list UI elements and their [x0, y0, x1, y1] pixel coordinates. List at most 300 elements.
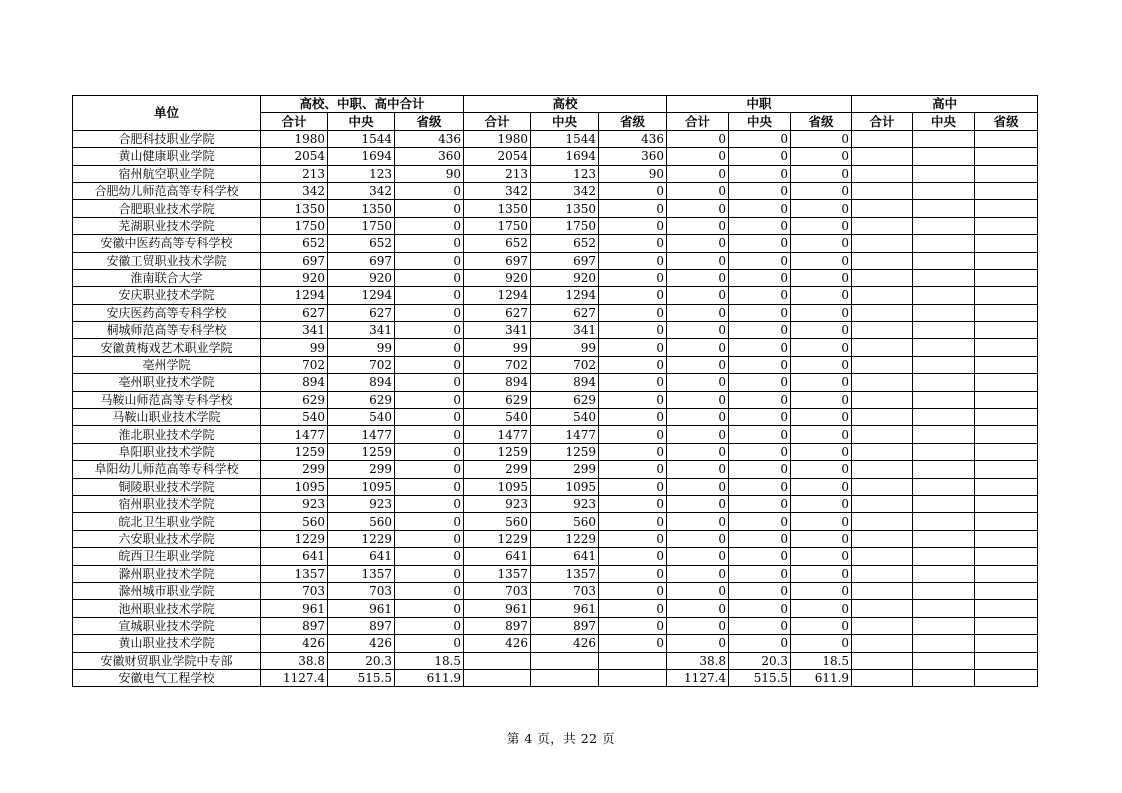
- value-cell: 1544: [531, 130, 599, 147]
- sub-header-provincial: 省级: [975, 113, 1038, 130]
- value-cell: 1357: [328, 565, 395, 582]
- value-cell: [913, 148, 975, 165]
- table-row: [73, 339, 1038, 356]
- value-cell: [913, 409, 975, 426]
- value-cell: 1357: [464, 565, 531, 582]
- table-row: [73, 391, 1038, 408]
- value-cell: [852, 304, 913, 321]
- value-cell: 0: [667, 200, 729, 217]
- unit-name-cell: 桐城师范高等专科学校: [73, 322, 261, 339]
- value-cell: [852, 530, 913, 547]
- value-cell: [852, 513, 913, 530]
- value-cell: 0: [395, 582, 464, 599]
- unit-name-cell: 黄山健康职业学院: [73, 148, 261, 165]
- unit-name-cell: 安庆医药高等专科学校: [73, 304, 261, 321]
- value-cell: [975, 495, 1038, 512]
- table-row: [73, 617, 1038, 634]
- value-cell: 0: [599, 443, 667, 460]
- unit-name-cell: 阜阳幼儿师范高等专科学校: [73, 461, 261, 478]
- value-cell: 923: [531, 495, 599, 512]
- value-cell: 426: [328, 635, 395, 652]
- value-cell: [975, 600, 1038, 617]
- page-footer: 第 4 页，共 22 页: [506, 731, 616, 746]
- value-cell: 0: [667, 565, 729, 582]
- table-row: [73, 548, 1038, 565]
- value-cell: 0: [791, 635, 852, 652]
- value-cell: [975, 269, 1038, 286]
- value-cell: 0: [791, 600, 852, 617]
- value-cell: 1694: [531, 148, 599, 165]
- value-cell: 341: [328, 322, 395, 339]
- table-body: [73, 130, 1038, 687]
- value-cell: 1750: [531, 217, 599, 234]
- value-cell: 0: [729, 409, 791, 426]
- value-cell: 0: [395, 322, 464, 339]
- value-cell: [913, 548, 975, 565]
- table-row: [73, 635, 1038, 652]
- value-cell: 540: [464, 409, 531, 426]
- value-cell: [852, 130, 913, 147]
- unit-name-cell: 芜湖职业技术学院: [73, 217, 261, 234]
- value-cell: [852, 635, 913, 652]
- value-cell: [913, 252, 975, 269]
- value-cell: 0: [667, 600, 729, 617]
- value-cell: 0: [729, 269, 791, 286]
- value-cell: [852, 374, 913, 391]
- value-cell: [975, 217, 1038, 234]
- value-cell: 0: [729, 165, 791, 182]
- value-cell: 0: [395, 304, 464, 321]
- value-cell: 0: [791, 513, 852, 530]
- value-cell: 1544: [328, 130, 395, 147]
- value-cell: [975, 252, 1038, 269]
- unit-name-cell: 安庆职业技术学院: [73, 287, 261, 304]
- table-row: [73, 374, 1038, 391]
- value-cell: 0: [395, 339, 464, 356]
- value-cell: [913, 287, 975, 304]
- value-cell: [975, 304, 1038, 321]
- value-cell: 703: [464, 582, 531, 599]
- value-cell: [975, 391, 1038, 408]
- value-cell: 627: [531, 304, 599, 321]
- table-row: [73, 217, 1038, 234]
- value-cell: 1477: [261, 426, 328, 443]
- value-cell: 0: [667, 495, 729, 512]
- value-cell: 2054: [261, 148, 328, 165]
- value-cell: [975, 200, 1038, 217]
- value-cell: 0: [667, 252, 729, 269]
- value-cell: [913, 356, 975, 373]
- value-cell: 1980: [464, 130, 531, 147]
- value-cell: 1294: [464, 287, 531, 304]
- value-cell: 702: [464, 356, 531, 373]
- value-cell: 1294: [328, 287, 395, 304]
- value-cell: 0: [791, 495, 852, 512]
- unit-name-cell: 淮北职业技术学院: [73, 426, 261, 443]
- value-cell: 540: [328, 409, 395, 426]
- value-cell: 0: [729, 495, 791, 512]
- value-cell: 0: [667, 635, 729, 652]
- unit-name-cell: 安徽中医药高等专科学校: [73, 235, 261, 252]
- value-cell: 515.5: [328, 669, 395, 686]
- value-cell: 0: [729, 148, 791, 165]
- table-row: [73, 443, 1038, 460]
- value-cell: 1477: [464, 426, 531, 443]
- value-cell: [975, 165, 1038, 182]
- value-cell: 0: [791, 287, 852, 304]
- value-cell: 0: [667, 322, 729, 339]
- value-cell: 923: [261, 495, 328, 512]
- value-cell: 0: [729, 461, 791, 478]
- value-cell: 0: [599, 530, 667, 547]
- table-row: [73, 495, 1038, 512]
- value-cell: 0: [599, 182, 667, 199]
- value-cell: 1357: [531, 565, 599, 582]
- table-row: [73, 409, 1038, 426]
- value-cell: 1350: [261, 200, 328, 217]
- value-cell: 341: [261, 322, 328, 339]
- unit-name-cell: 池州职业技术学院: [73, 600, 261, 617]
- table-row: [73, 461, 1038, 478]
- value-cell: 0: [395, 356, 464, 373]
- value-cell: 1750: [328, 217, 395, 234]
- value-cell: [975, 478, 1038, 495]
- value-cell: 0: [791, 148, 852, 165]
- value-cell: 0: [729, 339, 791, 356]
- value-cell: 1095: [328, 478, 395, 495]
- sub-header-total: 合计: [464, 113, 531, 130]
- value-cell: 0: [395, 374, 464, 391]
- value-cell: 1694: [328, 148, 395, 165]
- table-row: [73, 130, 1038, 147]
- value-cell: 0: [667, 409, 729, 426]
- value-cell: 560: [261, 513, 328, 530]
- value-cell: 0: [599, 269, 667, 286]
- value-cell: 1750: [261, 217, 328, 234]
- value-cell: 0: [729, 513, 791, 530]
- value-cell: 426: [261, 635, 328, 652]
- value-cell: 0: [395, 443, 464, 460]
- value-cell: 99: [531, 339, 599, 356]
- value-cell: 0: [729, 356, 791, 373]
- value-cell: 0: [599, 513, 667, 530]
- value-cell: [852, 217, 913, 234]
- unit-name-cell: 合肥科技职业学院: [73, 130, 261, 147]
- sub-header-total: 合计: [852, 113, 913, 130]
- value-cell: 99: [328, 339, 395, 356]
- unit-name-cell: 合肥幼儿师范高等专科学校: [73, 182, 261, 199]
- value-cell: 1127.4: [261, 669, 328, 686]
- value-cell: 697: [261, 252, 328, 269]
- sub-header-total: 合计: [667, 113, 729, 130]
- value-cell: 0: [791, 130, 852, 147]
- value-cell: 0: [667, 304, 729, 321]
- value-cell: 0: [667, 148, 729, 165]
- value-cell: 0: [395, 461, 464, 478]
- value-cell: 299: [261, 461, 328, 478]
- value-cell: 0: [667, 339, 729, 356]
- value-cell: 0: [599, 478, 667, 495]
- value-cell: [975, 565, 1038, 582]
- value-cell: 1259: [328, 443, 395, 460]
- value-cell: [464, 652, 531, 669]
- value-cell: [975, 669, 1038, 686]
- value-cell: 627: [261, 304, 328, 321]
- value-cell: 1127.4: [667, 669, 729, 686]
- value-cell: 0: [791, 322, 852, 339]
- value-cell: 1350: [464, 200, 531, 217]
- value-cell: 0: [729, 322, 791, 339]
- value-cell: 0: [729, 374, 791, 391]
- value-cell: 0: [395, 287, 464, 304]
- value-cell: 0: [729, 426, 791, 443]
- value-cell: 627: [328, 304, 395, 321]
- value-cell: 0: [599, 495, 667, 512]
- unit-name-cell: 皖北卫生职业学院: [73, 513, 261, 530]
- group-header-highschool: 高中: [852, 96, 1038, 113]
- unit-name-cell: 马鞍山师范高等专科学校: [73, 391, 261, 408]
- value-cell: 0: [395, 252, 464, 269]
- value-cell: 1229: [261, 530, 328, 547]
- value-cell: 0: [791, 252, 852, 269]
- value-cell: 629: [464, 391, 531, 408]
- value-cell: [975, 582, 1038, 599]
- value-cell: 652: [464, 235, 531, 252]
- value-cell: 0: [667, 235, 729, 252]
- value-cell: 299: [328, 461, 395, 478]
- value-cell: [975, 235, 1038, 252]
- value-cell: 702: [531, 356, 599, 373]
- value-cell: [975, 287, 1038, 304]
- value-cell: [913, 495, 975, 512]
- value-cell: 0: [599, 565, 667, 582]
- value-cell: 18.5: [791, 652, 852, 669]
- value-cell: [852, 582, 913, 599]
- value-cell: 0: [667, 217, 729, 234]
- value-cell: 0: [729, 582, 791, 599]
- value-cell: 0: [729, 235, 791, 252]
- value-cell: 641: [464, 548, 531, 565]
- value-cell: [913, 217, 975, 234]
- value-cell: 611.9: [791, 669, 852, 686]
- value-cell: 0: [729, 130, 791, 147]
- value-cell: [852, 322, 913, 339]
- value-cell: 436: [599, 130, 667, 147]
- value-cell: 213: [261, 165, 328, 182]
- unit-name-cell: 淮南联合大学: [73, 269, 261, 286]
- value-cell: [913, 652, 975, 669]
- value-cell: 0: [599, 287, 667, 304]
- value-cell: 0: [395, 495, 464, 512]
- value-cell: 123: [531, 165, 599, 182]
- value-cell: 0: [667, 478, 729, 495]
- value-cell: 0: [791, 356, 852, 373]
- value-cell: [852, 565, 913, 582]
- value-cell: [913, 339, 975, 356]
- value-cell: [975, 182, 1038, 199]
- value-cell: 920: [328, 269, 395, 286]
- table-row: [73, 669, 1038, 686]
- value-cell: 0: [667, 548, 729, 565]
- value-cell: [599, 669, 667, 686]
- value-cell: 0: [729, 200, 791, 217]
- value-cell: 0: [791, 530, 852, 547]
- value-cell: 1259: [261, 443, 328, 460]
- table-row: [73, 530, 1038, 547]
- value-cell: 0: [729, 565, 791, 582]
- value-cell: [913, 461, 975, 478]
- value-cell: [852, 443, 913, 460]
- value-cell: [975, 426, 1038, 443]
- value-cell: 1229: [531, 530, 599, 547]
- value-cell: [852, 617, 913, 634]
- value-cell: 0: [791, 426, 852, 443]
- table-row: [73, 582, 1038, 599]
- value-cell: 38.8: [667, 652, 729, 669]
- value-cell: 0: [667, 269, 729, 286]
- unit-name-cell: 安徽财贸职业学院中专部: [73, 652, 261, 669]
- value-cell: 0: [395, 391, 464, 408]
- value-cell: [852, 548, 913, 565]
- value-cell: 0: [395, 217, 464, 234]
- value-cell: 0: [395, 426, 464, 443]
- value-cell: 1357: [261, 565, 328, 582]
- value-cell: 611.9: [395, 669, 464, 686]
- table-row: [73, 165, 1038, 182]
- value-cell: 923: [464, 495, 531, 512]
- budget-table: [72, 95, 1038, 687]
- value-cell: [913, 182, 975, 199]
- value-cell: 961: [328, 600, 395, 617]
- value-cell: 90: [395, 165, 464, 182]
- value-cell: 1350: [328, 200, 395, 217]
- value-cell: 560: [328, 513, 395, 530]
- value-cell: [975, 443, 1038, 460]
- value-cell: 1477: [328, 426, 395, 443]
- value-cell: [852, 461, 913, 478]
- value-cell: 1980: [261, 130, 328, 147]
- value-cell: 0: [729, 287, 791, 304]
- table-row: [73, 600, 1038, 617]
- value-cell: 629: [328, 391, 395, 408]
- value-cell: [913, 374, 975, 391]
- value-cell: 0: [599, 617, 667, 634]
- value-cell: 0: [599, 374, 667, 391]
- value-cell: 652: [531, 235, 599, 252]
- unit-name-cell: 马鞍山职业技术学院: [73, 409, 261, 426]
- value-cell: [464, 669, 531, 686]
- unit-name-cell: 宿州航空职业学院: [73, 165, 261, 182]
- value-cell: 0: [395, 530, 464, 547]
- value-cell: [913, 443, 975, 460]
- value-cell: 0: [729, 617, 791, 634]
- value-cell: 0: [395, 617, 464, 634]
- value-cell: 123: [328, 165, 395, 182]
- value-cell: 341: [531, 322, 599, 339]
- value-cell: 897: [464, 617, 531, 634]
- value-cell: 641: [531, 548, 599, 565]
- value-cell: 0: [667, 443, 729, 460]
- value-cell: 0: [667, 130, 729, 147]
- value-cell: [852, 391, 913, 408]
- value-cell: 0: [395, 600, 464, 617]
- value-cell: 0: [599, 426, 667, 443]
- value-cell: 0: [791, 304, 852, 321]
- value-cell: [975, 148, 1038, 165]
- value-cell: 2054: [464, 148, 531, 165]
- value-cell: 0: [667, 182, 729, 199]
- value-cell: 0: [729, 182, 791, 199]
- value-cell: 0: [395, 269, 464, 286]
- value-cell: 341: [464, 322, 531, 339]
- value-cell: 897: [261, 617, 328, 634]
- table-row: [73, 148, 1038, 165]
- group-header-college: 高校: [464, 96, 667, 113]
- value-cell: 0: [729, 304, 791, 321]
- value-cell: 1259: [464, 443, 531, 460]
- unit-name-cell: 宿州职业技术学院: [73, 495, 261, 512]
- value-cell: 0: [599, 600, 667, 617]
- value-cell: 0: [729, 217, 791, 234]
- value-cell: [913, 269, 975, 286]
- table-row: [73, 252, 1038, 269]
- value-cell: [852, 669, 913, 686]
- value-cell: 0: [791, 391, 852, 408]
- value-cell: [531, 652, 599, 669]
- value-cell: 920: [261, 269, 328, 286]
- table-row: [73, 235, 1038, 252]
- table-row: [73, 182, 1038, 199]
- value-cell: [975, 374, 1038, 391]
- value-cell: 99: [464, 339, 531, 356]
- unit-name-cell: 滁州职业技术学院: [73, 565, 261, 582]
- value-cell: 961: [531, 600, 599, 617]
- value-cell: 703: [328, 582, 395, 599]
- value-cell: [852, 495, 913, 512]
- value-cell: 920: [464, 269, 531, 286]
- value-cell: [913, 426, 975, 443]
- value-cell: 0: [791, 374, 852, 391]
- value-cell: 436: [395, 130, 464, 147]
- value-cell: 0: [599, 409, 667, 426]
- column-header-unit: 单位: [73, 96, 261, 131]
- value-cell: 560: [464, 513, 531, 530]
- value-cell: 652: [261, 235, 328, 252]
- value-cell: 0: [667, 617, 729, 634]
- value-cell: 0: [599, 635, 667, 652]
- value-cell: 894: [464, 374, 531, 391]
- value-cell: 0: [599, 217, 667, 234]
- value-cell: 426: [464, 635, 531, 652]
- value-cell: 0: [791, 165, 852, 182]
- value-cell: 629: [261, 391, 328, 408]
- value-cell: [852, 148, 913, 165]
- value-cell: 697: [531, 252, 599, 269]
- value-cell: [975, 356, 1038, 373]
- value-cell: 0: [729, 548, 791, 565]
- value-cell: [975, 617, 1038, 634]
- value-cell: 0: [395, 478, 464, 495]
- value-cell: 920: [531, 269, 599, 286]
- value-cell: [913, 582, 975, 599]
- value-cell: [852, 252, 913, 269]
- value-cell: 0: [395, 635, 464, 652]
- value-cell: [852, 269, 913, 286]
- value-cell: 0: [791, 443, 852, 460]
- value-cell: 0: [599, 391, 667, 408]
- value-cell: [913, 322, 975, 339]
- value-cell: 1477: [531, 426, 599, 443]
